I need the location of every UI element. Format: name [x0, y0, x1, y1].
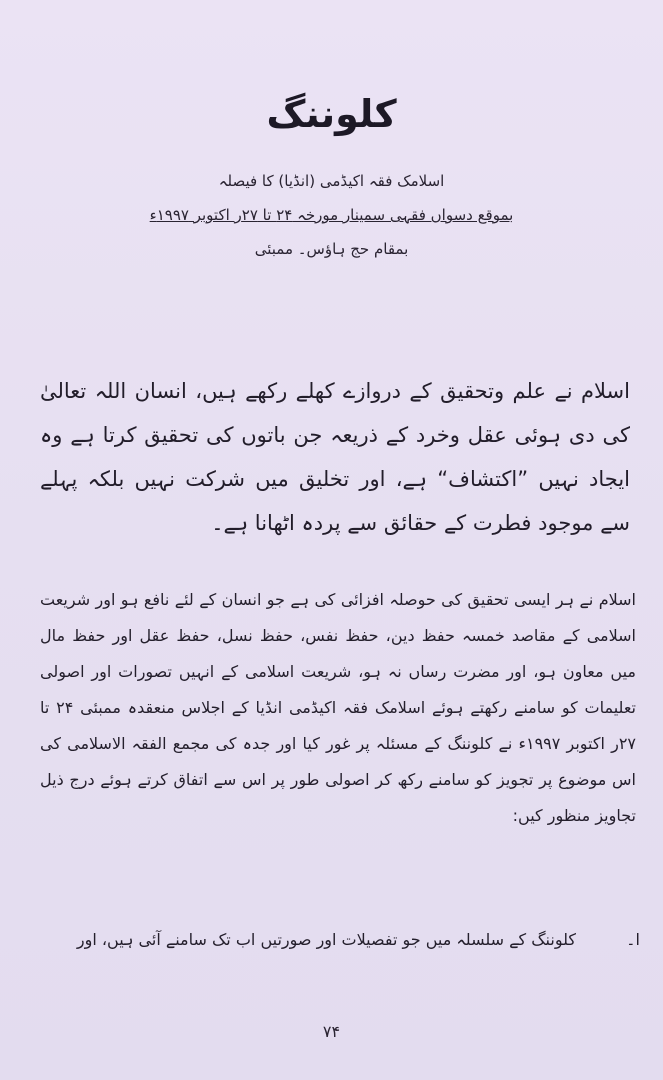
- page-title: کلوننگ: [266, 92, 397, 136]
- resolution-point-1: [40, 930, 640, 949]
- subtitle-line-3: بمقام حج ہاؤس۔ ممبئی: [254, 240, 409, 258]
- point-text: کلوننگ کے سلسلہ میں جو تفصیلات اور صورتیں اب تک سامنے آئی ہیں، اور: [76, 930, 576, 949]
- subtitle-line-1: اسلامک فقہ اکیڈمی (انڈیا) کا فیصلہ: [218, 172, 445, 190]
- point-number: ا۔: [626, 930, 640, 949]
- body-paragraph: اسلام نے ہر ایسی تحقیق کی حوصلہ افزائی کی ہے جو انسان کے لئے نافع ہو اور شریعت اسلامی کے مقاصد خمسہ حفظ دین، حفظ نفس، حفظ نسل، حفظ عقل اور حفظ مال میں معاون ہو، اور مضرت رساں نہ ہو، شریعت اسلامی کے انہیں تصورات اور اصولی تعلیمات کو سامنے رکھتے ہوئے اسلامک فقہ اکیڈمی انڈیا کے اجلاس منعقدہ ممبئی ۲۴ تا ۲۷ر اکتوبر ۱۹۹۷ء نے کلوننگ کے مسئلہ پر غور کیا اور جدہ کی مجمع الفقہ الاسلامی کی اس موضوع پر تجویز کو سامنے رکھ کر اصولی طور پر اس سے اتفاق کرتے ہوئے درج ذیل تجاویز منظور کیں:: [40, 590, 637, 825]
- page-number: ۷۴: [322, 1022, 341, 1041]
- intro-paragraph: اسلام نے علم وتحقیق کے دروازے کھلے رکھے ہیں، انسان اللہ تعالیٰ کی دی ہوئی عقل وخرد کے ذریعہ جن باتوں کی تحقیق کرتا ہے وہ ایجاد نہیں ”اکتشاف“ ہے، اور تخلیق میں شرکت نہیں بلکہ پہلے سے موجود فطرت کے حقائق سے پردہ اٹھانا ہے۔: [40, 379, 630, 535]
- subtitle-line-2: بموقع دسواں فقہی سمینار مورخہ ۲۴ تا ۲۷ر اکتوبر ۱۹۹۷ء: [149, 206, 514, 224]
